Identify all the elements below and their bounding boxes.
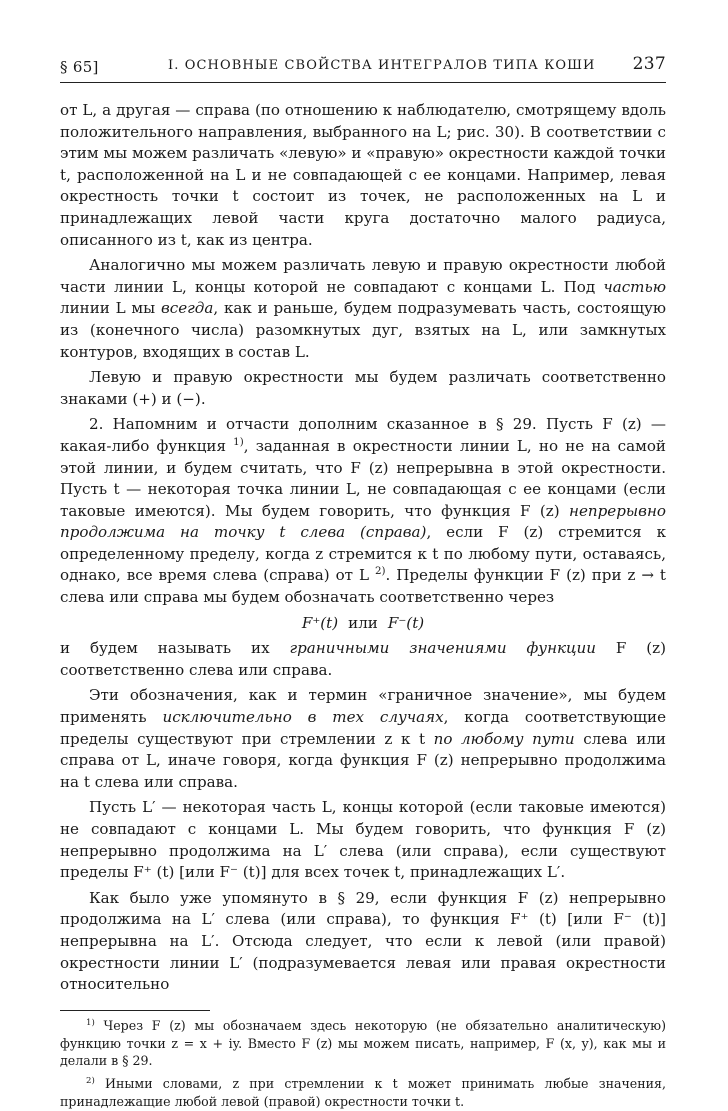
emphasis: частью [603,277,666,296]
footnotes [60,1017,666,1111]
footnote-1 [60,1017,666,1070]
emphasis: всегда [160,299,214,318]
running-header [60,52,666,78]
paragraph-7: Пусть L′ — некоторая часть L, концы которой (если таковые имеются) не совпадают с концами L. Мы будем говорить, что функция F (z) непрерывно продолжима на L′ слева (или справа), если существуют пределы F⁺ (t) [или F⁻ (t)] для всех точек t, принадлежащих L′. [60,798,666,882]
text-run: Аналогично мы можем различать левую и правую окрестности любой части линии L, концы которой не совпадают с концами L. Под [60,256,666,296]
footnote-text-2: Иными словами, z при стремлении к t может принимать любые значения, принадлежащие любой левой (правой) окрестности точки t. [60,1076,666,1109]
paragraph-5 [60,638,666,681]
formula-or: или [348,613,378,632]
formula-boundary-values [60,613,666,635]
paragraph-1: от L, а другая — справа (по отношению к наблюдателю, смотрящему вдоль положительного направления, выбранного на L; рис. 30). В соответствии с этим мы можем различать «левую» и «правую» окрестности каждой точки t, расположенной на L и не совпадающей с ее концами. Например, левая окрестность точки t состоит из точек, не расположенных на L и принадлежащих левой части круга достаточно малого радиуса, описанного из t, как из центра. [60,101,666,249]
footnote-2 [60,1075,666,1111]
text-run: , если F (z) стремится к определенному пределу, когда z стремится к t по любому пути, оставаясь, однако, все время слева (справа) от L [60,523,666,585]
chapter-title: I. ОСНОВНЫЕ СВОЙСТВА ИНТЕГРАЛОВ ТИПА КОШИ [168,58,596,73]
paragraph-3: Левую и правую окрестности мы будем различать соответственно знаками (+) и (−). [60,368,666,408]
text-run: , как и раньше, будем подразумевать часть, состоящую из (конечного числа) разомкнутых дуг, взятых на L, или замкнутых контуров, входящих в состав L. [60,299,667,361]
paragraph-6 [60,685,666,793]
text-run: . Пределы функции F (z) при z → t слева или справа мы будем обозначать соответственно через [60,566,666,607]
footnote-rule [60,1010,210,1011]
footnote-mark-2: 2) [86,1075,95,1086]
text-run: 2. Напомним и отчасти дополним сказанное в § 29. Пусть F (z) — какая-либо функция [60,415,666,455]
section-ref: § 65] [60,58,99,76]
footnote-mark-1: 1) [86,1017,95,1028]
footnote-ref-1: 1) [233,435,244,448]
emphasis: непрерывно продолжима на точку t слева (справа) [60,501,666,542]
paragraph-8: Как было уже упомянуто в § 29, если функция F (z) непрерывно продолжима на L′ слева (или справа), то функция F⁺ (t) [или F⁻ (t)] непрерывна на L′. Отсюда следует, что если к левой (или правой) окрестности линии L′ (подразумевается левая или правая окрестности относительно [60,888,666,994]
page-number: 237 [632,54,666,74]
formula-right: F⁻(t) [387,613,425,632]
formula-left: F⁺(t) [301,613,339,632]
text-run: слева или справа от L, иначе говоря, когда функция F (z) непрерывно продолжима на t слева или справа. [60,729,666,791]
text-run: и будем называть их [60,639,290,658]
footnote-text-1: Через F (z) мы обозначаем здесь некоторую (не обязательно аналитическую) функцию точки z = x + iy. Вместо F (z) мы можем писать, например, F (x, y), как мы и делали в § 29. [60,1017,666,1069]
paragraph-4 [60,414,666,608]
emphasis: граничными значениями функции [289,639,596,658]
emphasis: исключительно в тех случаях [162,708,444,727]
emphasis: по любому пути [433,729,575,748]
text-run: , когда соответствующие пределы существуют при стремлении z к t [60,708,666,748]
text-run: линии L мы [60,299,161,318]
text-run: , заданная в окрестности линии L, но не на самой этой линии, и будем считать, что F (z) непрерывна в этой окрестности. Пусть t — некоторая точка линии L, не совпадающая с ее концами (если таковые имеются). Мы будем говорить, что функция F (z) [60,436,666,520]
paragraph-2 [60,255,666,363]
text-run: Эти обозначения, как и термин «граничное значение», мы будем применять [60,686,666,727]
text-run: F (z) соответственно слева или справа. [60,639,666,679]
header-rule [60,82,666,83]
main-text [60,100,666,996]
footnote-ref-2: 2) [374,565,386,578]
